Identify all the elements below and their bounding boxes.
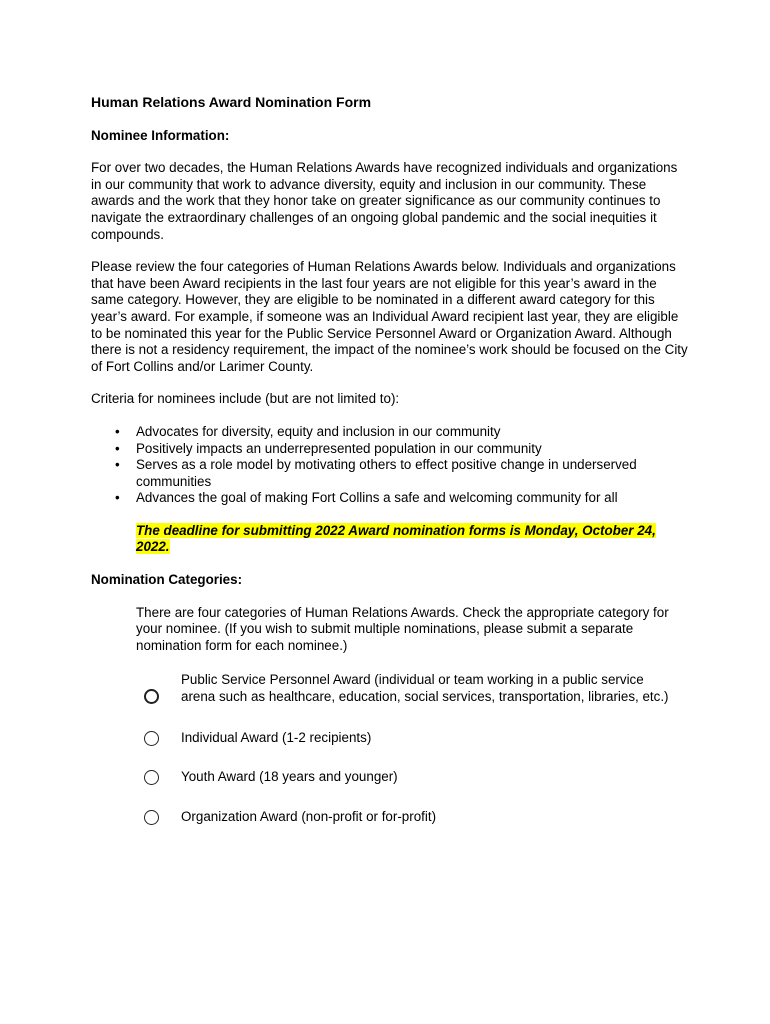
criteria-intro: Criteria for nominees include (but are not limited to): (91, 391, 400, 407)
bullet-icon: • (115, 490, 120, 506)
criteria-text: Serves as a role model by motivating others to effect positive change in underserved communities (136, 457, 637, 489)
radio-button-individual[interactable] (144, 731, 159, 746)
criteria-text: Positively impacts an underrepresented population in our community (136, 440, 542, 456)
criteria-text: Advocates for diversity, equity and inclusion in our community (136, 423, 501, 439)
category-option-youth[interactable] (136, 769, 676, 786)
category-option-individual[interactable] (136, 730, 676, 747)
nominee-information-heading: Nominee Information: (91, 127, 230, 143)
criteria-text: Advances the goal of making Fort Collins a safe and welcoming community for all (136, 490, 618, 506)
category-label-public-service: Public Service Personnel Award (individual or team working in a public service arena such as healthcare, education, social services, transportation, libraries, etc.) (181, 672, 669, 705)
radio-button-public-service[interactable] (144, 689, 159, 704)
category-option-public-service[interactable] (136, 672, 676, 705)
radio-button-organization[interactable] (144, 810, 159, 825)
bullet-icon: • (115, 457, 120, 473)
criteria-list (91, 424, 691, 507)
criteria-item (115, 440, 691, 458)
criteria-item (115, 457, 691, 490)
category-option-organization[interactable] (136, 809, 676, 826)
deadline-notice (136, 523, 691, 556)
form-page (91, 94, 691, 825)
category-label-youth: Youth Award (18 years and younger) (181, 769, 398, 785)
review-paragraph: Please review the four categories of Human Relations Awards below. Individuals and organizations that have been Award recipients in the last four years are not eligible for this year’s award in the same category. However, they are eligible to be nominated in a different award category for this year’s award. For example, if someone was an Individual Award recipient last year, they are eligible to be nominated this year for the Public Service Personnel Award or Organization Award. Although there is not a residency requirement, the impact of the nominee’s work should be focused on the City of Fort Collins and/or Larimer County. (91, 259, 688, 374)
deadline-text: The deadline for submitting 2022 Award nomination forms is Monday, October 24, 2022. (136, 522, 656, 555)
form-title: Human Relations Award Nomination Form (91, 94, 372, 110)
criteria-item (115, 423, 691, 441)
category-label-organization: Organization Award (non-profit or for-profit) (181, 808, 437, 824)
category-options (136, 672, 691, 825)
criteria-item (115, 490, 691, 507)
bullet-icon: • (115, 423, 120, 439)
bullet-icon: • (115, 440, 120, 456)
intro-paragraph: For over two decades, the Human Relations Awards have recognized individuals and organizations in our community that work to advance diversity, equity and inclusion in our community. These awards and the work that they honor take on greater significance as our community continues to navigate the extraordinary challenges of an ongoing global pandemic and the social inequities it compounds. (91, 160, 678, 242)
categories-intro: There are four categories of Human Relations Awards. Check the appropriate category for your nominee. (If you wish to submit multiple nominations, please submit a separate nomination form for each nominee.) (136, 604, 669, 653)
nomination-categories-heading: Nomination Categories: (91, 572, 243, 588)
radio-button-youth[interactable] (144, 770, 159, 785)
category-label-individual: Individual Award (1-2 recipients) (181, 729, 372, 745)
